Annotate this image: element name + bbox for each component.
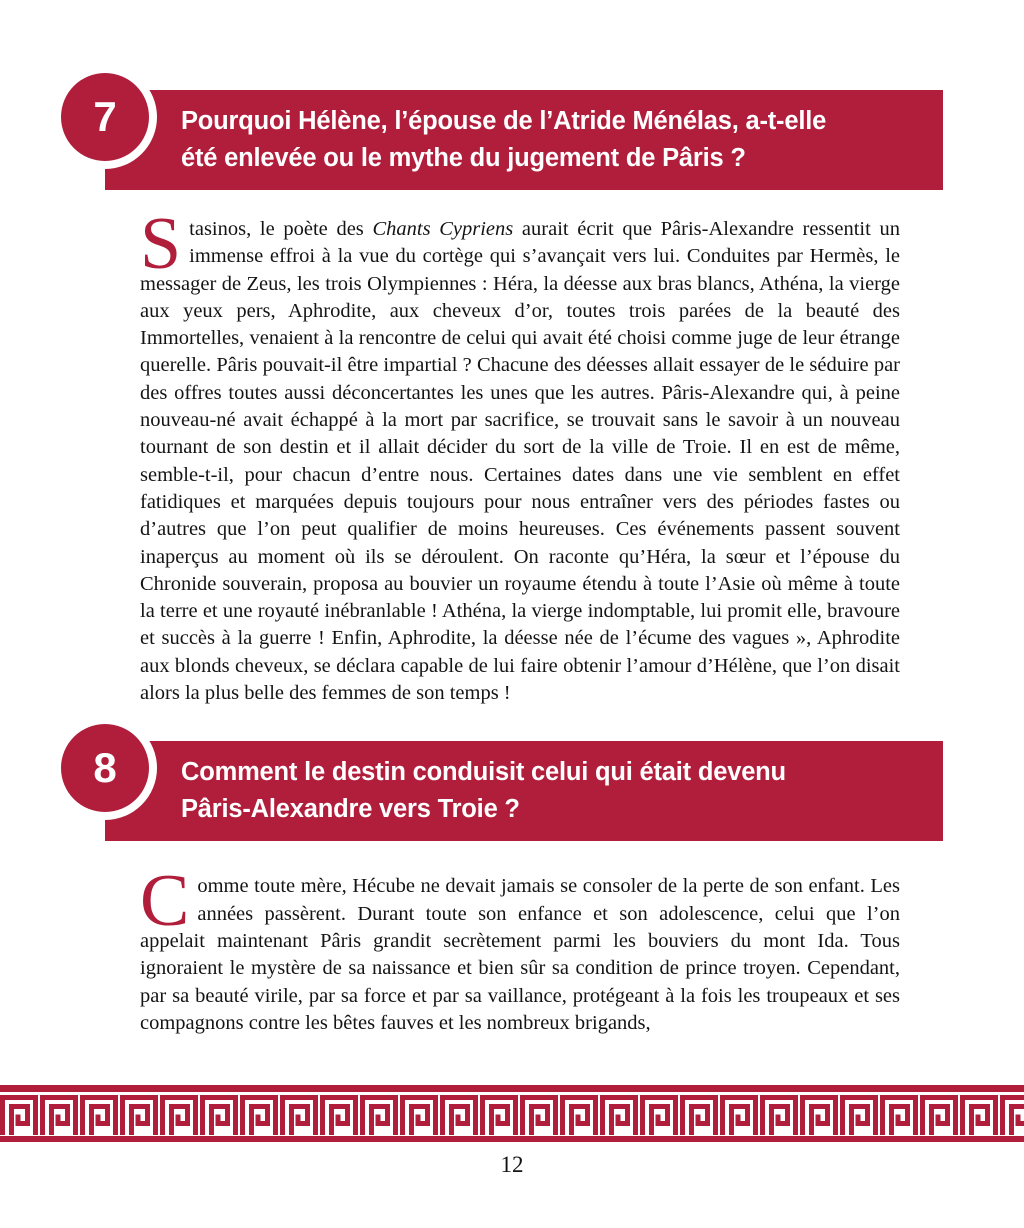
page-number: 12 xyxy=(500,1152,524,1177)
section-8-title-line-2: Pâris-Alexandre vers Troie ? xyxy=(181,795,520,824)
section-8-title xyxy=(181,754,925,828)
section-7-number-badge xyxy=(61,73,149,161)
section-8-title-line-1: Comment le destin conduisit celui qui était devenu xyxy=(181,758,786,787)
section-7-title xyxy=(181,103,925,177)
greek-key-pattern-icon xyxy=(0,1095,1024,1135)
section-8-number: 8 xyxy=(93,744,117,792)
paragraph-text: omme toute mère, Hécube ne devait jamais se consoler de la perte de son enfant. Les années passèrent. Durant toute son enfance et son adolescence, celui que l’on appelait maintenant Pâris grandit secrètement parmi les bouviers du mont Ida. Tous ignoraient le mystère de sa naissance et bien sûr sa condition de prince troyen. Cependant, par sa beauté virile, par sa force et par sa vaillance, protégeant à la fois les troupeaux et ses compagnons contre les bêtes fauves et les nombreux brigands, xyxy=(140,875,900,1034)
section-8-paragraph xyxy=(140,860,900,1037)
paragraph-text: aurait écrit que Pâris-Alexandre ressentit un immense effroi à la vue du cortège qui s’avançait vers lui. Conduites par Hermès, le messager de Zeus, les trois Olympiennes : Héra, la déesse aux bras blancs, Athéna, la vierge aux yeux pers, Aphrodite, aux cheveux d’or, toutes trois parées de la beauté des Immortelles, venaient à la rencontre de celui qui avait été choisi comme juge de leur étrange querelle. Pâris pouvait-il être impartial ? Chacune des déesses allait essayer de le séduire par des offres toutes aussi déconcertantes les unes que les autres. Pâris-Alexandre qui, à peine nouveau-né avait échappé à la mort par sacrifice, se trouvait sans le savoir à un nouveau tournant de son destin et il allait décider du sort de la ville de Troie. Il en est de même, semble-t-il, pour chacun d’entre nous. Certaines dates dans une vie semblent en effet fatidiques et marquées depuis toujours pour nous entraîner vers des périodes fastes ou d’autres que l’on peut qualifier de moins heureuses. Ces événements passent souvent inaperçus au moment où ils se déroulent. On raconte qu’Héra, la sœur et l’épouse du Chronide souverain, proposa au bouvier un royaume étendu à toute l’Asie où même à toute la terre et une royauté inébranlable ! Athéna, la vierge indomptable, lui promit elle, bravoure et succès à la guerre ! Enfin, Aphrodite, la déesse née de l’écume des vagues », Aphrodite aux blonds cheveux, se déclara capable de lui faire obtenir l’amour d’Hélène, que l’on disait alors la plus belle des femmes de son temps ! xyxy=(140,218,900,705)
paragraph-italic-title: Chants Cypriens xyxy=(372,218,514,240)
section-7-title-line-1: Pourquoi Hélène, l’épouse de l’Atride Ménélas, a-t-elle xyxy=(181,107,827,135)
drop-cap-c: C xyxy=(140,860,190,943)
section-7-header-banner xyxy=(93,90,943,190)
section-8-header-banner xyxy=(93,741,943,841)
section-7-title-line-2: été enlevée ou le mythe du jugement de Pâris ? xyxy=(181,144,746,172)
section-8 xyxy=(0,741,1024,1037)
border-bottom-rule xyxy=(0,1136,1024,1142)
greek-key-border xyxy=(0,1085,1024,1142)
border-top-rule xyxy=(0,1085,1024,1092)
section-8-number-badge xyxy=(61,724,149,812)
paragraph-text: tasinos, le poète des xyxy=(189,218,373,240)
section-7-number: 7 xyxy=(93,93,117,140)
section-7-paragraph xyxy=(140,203,900,707)
drop-cap-s: S xyxy=(140,203,182,285)
